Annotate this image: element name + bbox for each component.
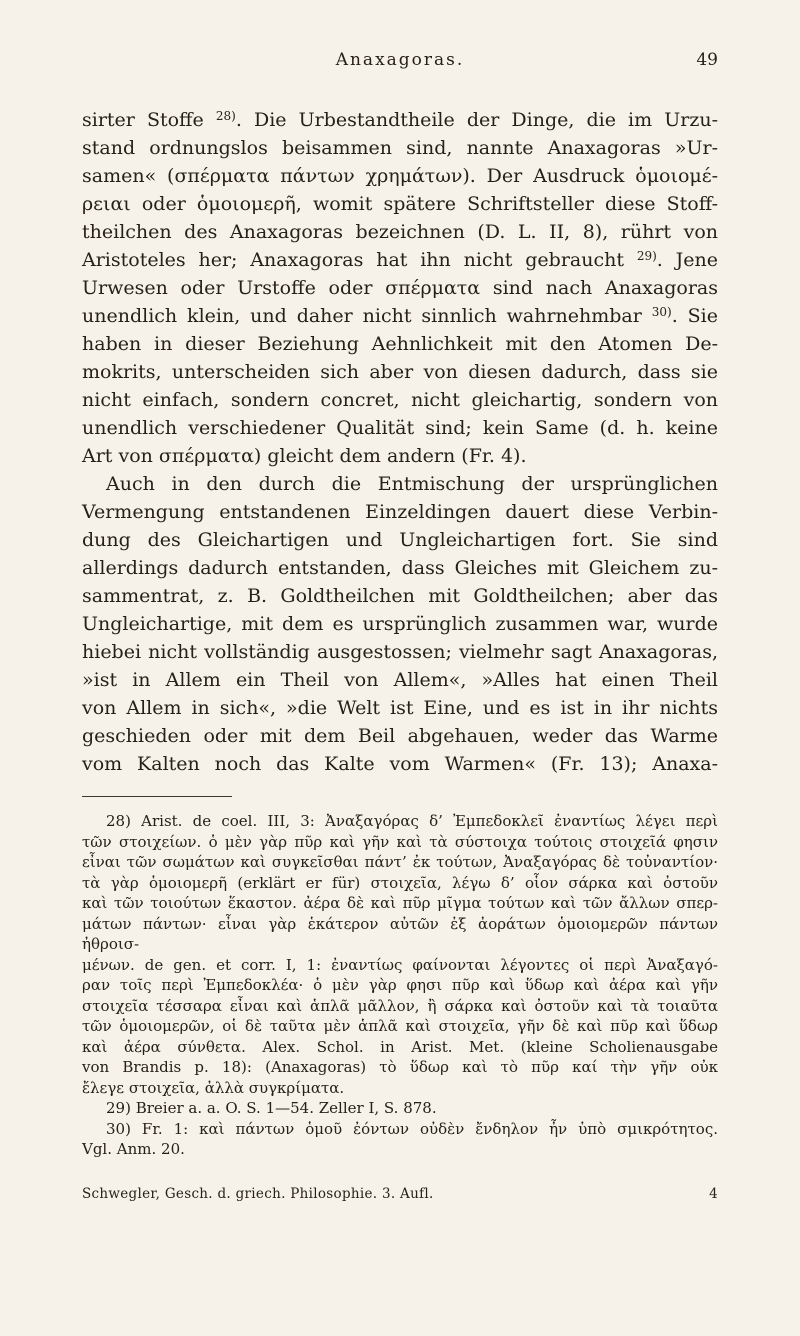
- text-line: sammentrat, z. B. Goldtheilchen mit Goldtheilchen; aber das: [82, 585, 718, 607]
- text-line: allerdings dadurch entstanden, dass Gleiches mit Gleichem zu-: [82, 557, 718, 579]
- text-line: geschieden oder mit dem Beil abgehauen, weder das Warme: [82, 725, 718, 747]
- page-title: Anaxagoras.: [335, 50, 465, 70]
- paragraph: [82, 470, 718, 778]
- footnote-reference: 29): [636, 249, 657, 263]
- text-line: Urwesen oder Urstoffe oder σπέρματα sind nach Anaxagoras: [82, 277, 718, 299]
- text-line: τῶν στοιχείων. ὁ μὲν γὰρ πῦρ καὶ γῆν καὶ τὰ σύστοιχα τούτοις στοιχεῖά φησιν: [82, 832, 718, 851]
- footnote-reference: 30): [651, 305, 672, 319]
- page-number: 49: [696, 50, 718, 70]
- running-head: [82, 50, 718, 70]
- text-line: καὶ τῶν τοιούτων ἕκαστον. ἀέρα δὲ καὶ πῦρ μῖγμα τούτων καὶ τῶν ἄλλων σπερ-: [82, 894, 718, 912]
- sheet-number: 4: [709, 1185, 718, 1202]
- footnote-reference: 28): [215, 109, 236, 123]
- paragraph: [82, 106, 718, 470]
- text-line: 28) Arist. de coel. III, 3: Ἀναξαγόρας δ’ Ἐμπεδοκλεῖ ἐναντίως λέγει περὶ: [106, 812, 718, 830]
- text-line: nicht einfach, sondern concret, nicht gleichartig, sondern von: [82, 389, 718, 411]
- text-line: Vermengung entstandenen Einzeldingen dauert diese Verbin-: [82, 501, 718, 523]
- page-footer: [82, 1186, 718, 1202]
- text-line: vom Kalten noch das Kalte vom Warmen« (Fr. 13); Anaxa-: [82, 753, 718, 775]
- text-line: Vgl. Anm. 20.: [82, 1140, 185, 1158]
- paragraph: [82, 1098, 718, 1119]
- text-line: sirter Stoffe $^{28)}$. Die Urbestandtheile der Dinge, die im Urzu-: [82, 109, 718, 131]
- text-line: haben in dieser Beziehung Aehnlichkeit mit den Atomen De-: [82, 333, 718, 355]
- text-line: μάτων πάντων· εἶναι γὰρ ἑκάτερον αὐτῶν ἐξ ἀοράτων ὁμοιομερῶν πάντων ἠθροισ-: [82, 914, 718, 953]
- text-line: μένων. de gen. et corr. I, 1: ἐναντίως φαίνονται λέγοντες οἱ περὶ Ἀναξαγό-: [82, 955, 718, 974]
- footnote-separator: [82, 796, 232, 797]
- text-line: τὰ γὰρ ὁμοιομερῆ (erklärt er für) στοιχεῖα, λέγω δ’ οἷον σάρκα καὶ ὀστοῦν: [82, 873, 718, 892]
- footnotes: [82, 811, 718, 1160]
- text-line: »ist in Allem ein Theil von Allem«, »Alles hat einen Theil: [82, 669, 718, 691]
- text-line: theilchen des Anaxagoras bezeichnen (D. L. II, 8), rührt von: [82, 221, 718, 243]
- text-line: τῶν ὁμοιομερῶν, οἱ δὲ ταῦτα μὲν ἁπλᾶ καὶ στοιχεῖα, γῆν δὲ καὶ πῦρ καὶ ὕδωρ: [82, 1017, 718, 1035]
- text-line: 30) Fr. 1: καὶ πάντων ὁμοῦ ἐόντων οὐδὲν ἔνδηλον ἦν ὑπὸ σμικρότητος.: [106, 1119, 718, 1138]
- text-line: ἔλεγε στοιχεῖα, ἀλλὰ συγκρίματα.: [82, 1078, 345, 1097]
- text-line: Art von σπέρματα) gleicht dem andern (Fr. 4).: [82, 445, 527, 467]
- text-line: ρειαι oder ὁμοιομερῆ, womit spätere Schriftsteller diese Stoff-: [82, 193, 718, 215]
- text-line: Auch in den durch die Entmischung der ursprünglichen: [106, 473, 718, 495]
- text-line: unendlich verschiedener Qualität sind; kein Same (d. h. keine: [82, 417, 718, 439]
- text-line: unendlich klein, und daher nicht sinnlich wahrnehmbar $^{30)}$. Sie: [82, 305, 718, 327]
- text-line: Ungleichartige, mit dem es ursprünglich zusammen war, wurde: [82, 613, 718, 635]
- text-line: ραν τοῖς περὶ Ἐμπεδοκλέα· ὁ μὲν γὰρ φησι πῦρ καὶ ὕδωρ καὶ ἀέρα καὶ γῆν: [82, 976, 718, 994]
- text-line: καὶ ἀέρα σύνθετα. Alex. Schol. in Arist. Met. (kleine Scholienausgabe: [82, 1037, 718, 1056]
- text-line: Aristoteles her; Anaxagoras hat ihn nicht gebraucht $^{29)}$. Jene: [82, 249, 719, 271]
- text-line: samen« (σπέρματα πάντων χρημάτων). Der Ausdruck ὁμοιομέ-: [82, 165, 718, 187]
- paragraph: [82, 1119, 718, 1160]
- text-line: 29) Breier a. a. O. S. 1—54. Zeller I, S. 878.: [106, 1099, 437, 1117]
- text-line: mokrits, unterscheiden sich aber von diesen dadurch, dass sie: [82, 361, 718, 383]
- paragraph: [82, 811, 718, 1098]
- text-line: von Allem in sich«, »die Welt ist Eine, und es ist in ihr nichts: [82, 697, 718, 719]
- text-line: dung des Gleichartigen und Ungleichartigen fort. Sie sind: [82, 529, 718, 551]
- text-line: στοιχεῖα τέσσαρα εἶναι καὶ ἁπλᾶ μᾶλλον, ἢ σάρκα καὶ ὀστοῦν καὶ τὰ τοιαῦτα: [82, 996, 718, 1015]
- text-line: stand ordnungslos beisammen sind, nannte Anaxagoras »Ur-: [82, 137, 718, 159]
- text-line: hiebei nicht vollständig ausgestossen; vielmehr sagt Anaxagoras,: [82, 641, 718, 663]
- text-line: εἶναι τῶν σωμάτων καὶ συγκεῖσθαι πάντ’ ἐκ τούτων, Ἀναξαγόρας δὲ τοὐναντίον·: [82, 853, 718, 871]
- text-line: von Brandis p. 18): (Anaxagoras) τὸ ὕδωρ καὶ τὸ πῦρ καί τὴν γῆν οὐκ: [82, 1058, 718, 1076]
- body-text: [82, 106, 718, 778]
- footer-signature: Schwegler, Gesch. d. griech. Philosophie. 3. Aufl.: [82, 1185, 434, 1202]
